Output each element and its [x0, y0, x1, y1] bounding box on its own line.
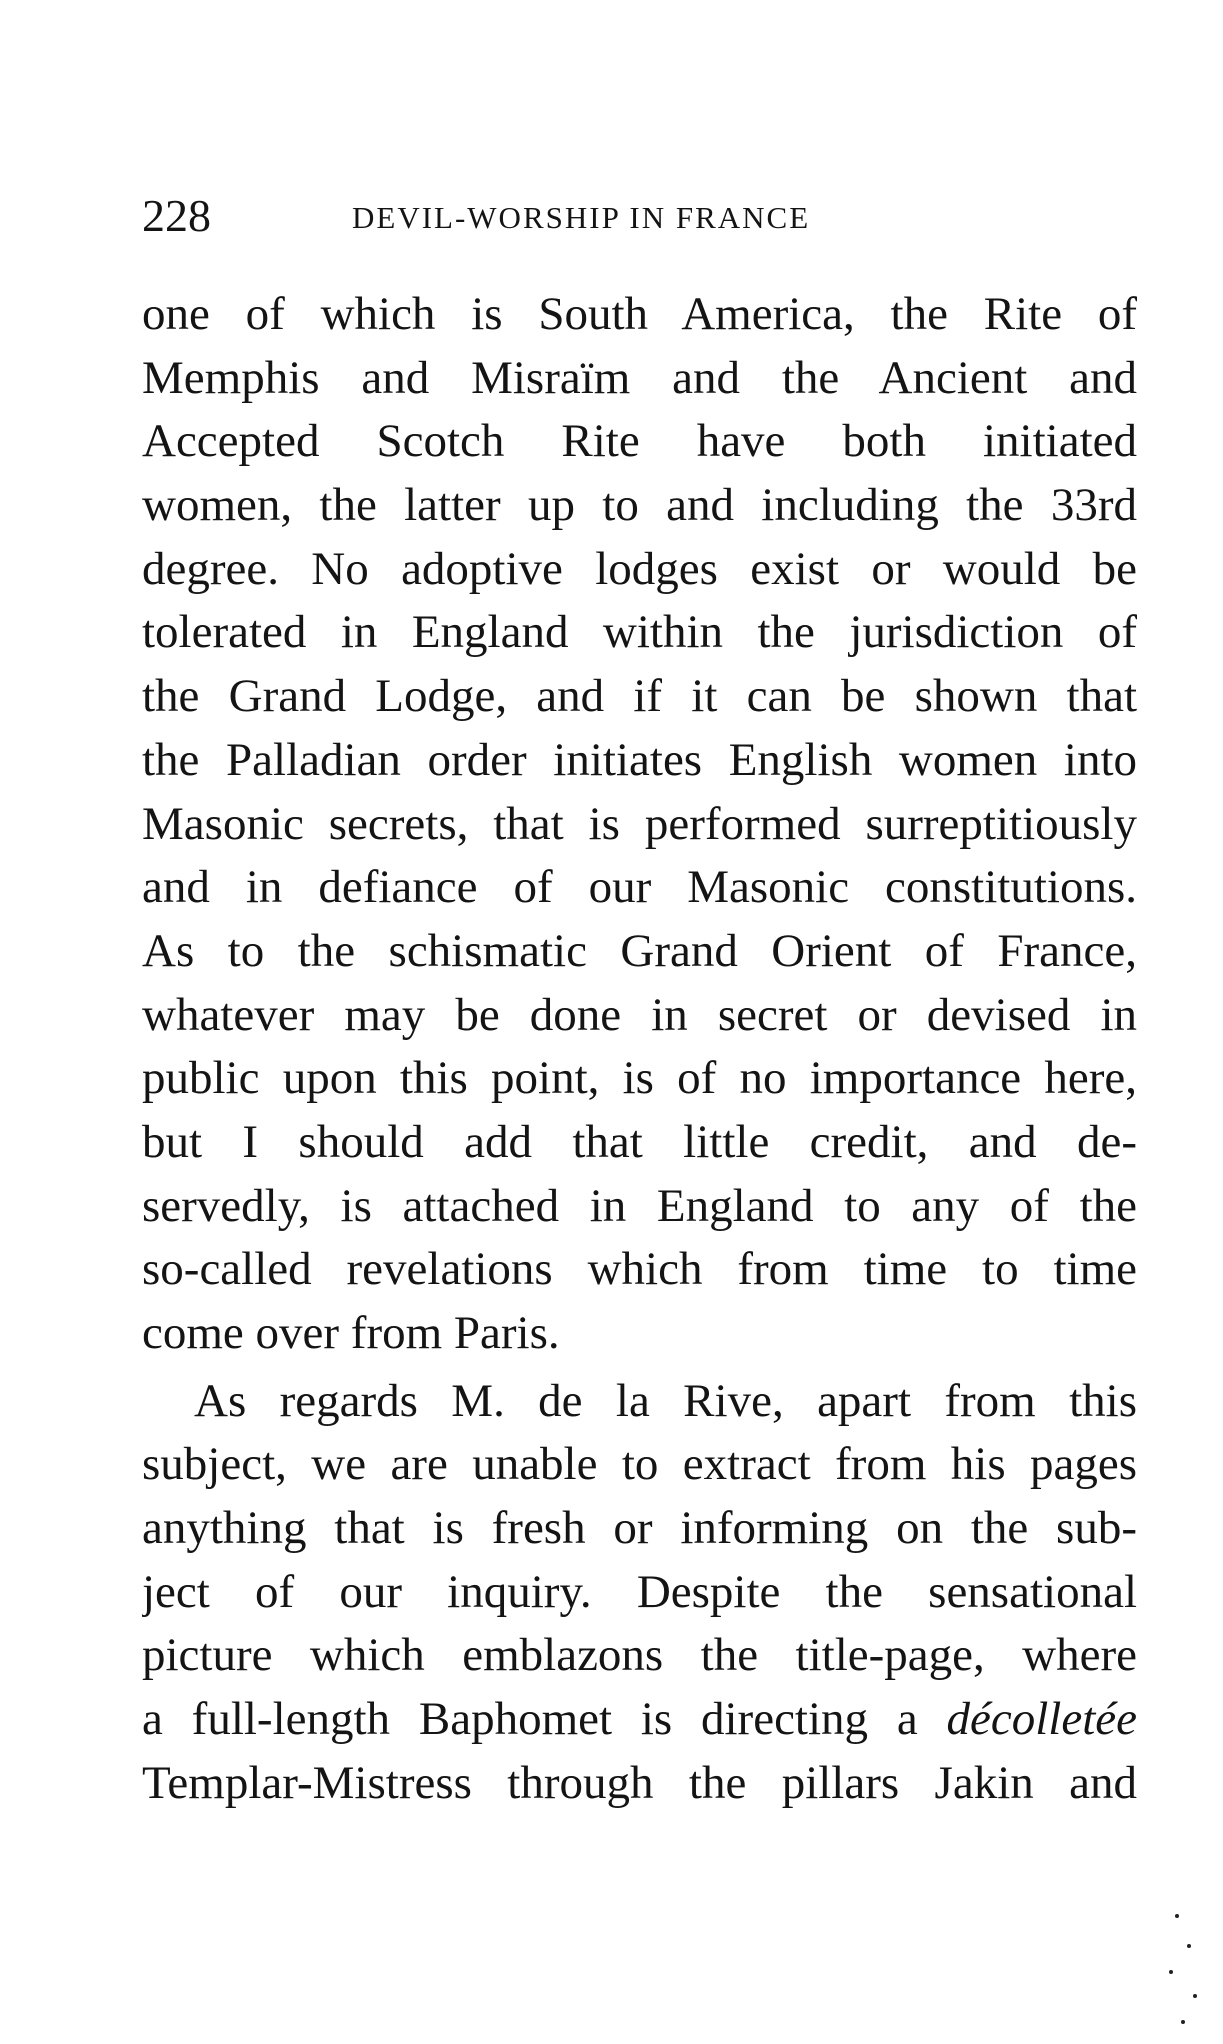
- paragraph-2: [142, 1370, 1137, 1816]
- text-line: the Grand Lodge, and if it can be shown that: [142, 670, 1137, 723]
- text-line: subject, we are unable to extract from his pages: [142, 1438, 1137, 1491]
- italic-word: décolletée: [946, 1693, 1137, 1746]
- text-line: As regards M. de la Rive, apart from this: [194, 1374, 1137, 1427]
- text-line: and in defiance of our Masonic constitutions.: [142, 861, 1137, 914]
- text-line: Templar-Mistress through the pillars Jakin and: [142, 1756, 1137, 1809]
- page-number: 228: [142, 190, 211, 241]
- page-edge-speckle: [1135, 1874, 1205, 2044]
- text-line: but I should add that little credit, and de-: [142, 1115, 1137, 1168]
- text-line: tolerated in England within the jurisdiction of: [142, 606, 1137, 659]
- text-line: anything that is fresh or informing on the sub-: [142, 1502, 1137, 1555]
- running-head: DEVIL-WORSHIP IN FRANCE: [352, 200, 811, 235]
- text-line: Accepted Scotch Rite have both initiated: [142, 415, 1137, 468]
- text-line: servedly, is attached in England to any of the: [142, 1179, 1137, 1232]
- text-line: come over from Paris.: [142, 1307, 560, 1359]
- text-line: whatever may be done in secret or devised in: [142, 988, 1137, 1041]
- text-line: degree. No adoptive lodges exist or would be: [142, 542, 1137, 595]
- page-header: [142, 188, 1082, 244]
- text-line-with-italic: [142, 1688, 1137, 1752]
- text-line: Memphis and Misraïm and the Ancient and: [142, 351, 1137, 404]
- text-line: one of which is South America, the Rite of: [142, 288, 1137, 340]
- text-line: women, the latter up to and including the 33rd: [142, 479, 1137, 532]
- text-line: As to the schismatic Grand Orient of France,: [142, 924, 1137, 977]
- text-line: Masonic secrets, that is performed surreptitiously: [142, 797, 1137, 850]
- paragraph-1: [142, 283, 1137, 1366]
- text-line: the Palladian order initiates English women into: [142, 733, 1137, 786]
- text-line: so-called revelations which from time to time: [142, 1243, 1137, 1296]
- text-line: ject of our inquiry. Despite the sensational: [142, 1565, 1137, 1618]
- body-text: [142, 283, 1137, 1816]
- line-text: a full-length Baphomet is directing a: [142, 1693, 947, 1746]
- text-line: public upon this point, is of no importance here,: [142, 1052, 1137, 1105]
- text-line: picture which emblazons the title-page, where: [142, 1629, 1137, 1682]
